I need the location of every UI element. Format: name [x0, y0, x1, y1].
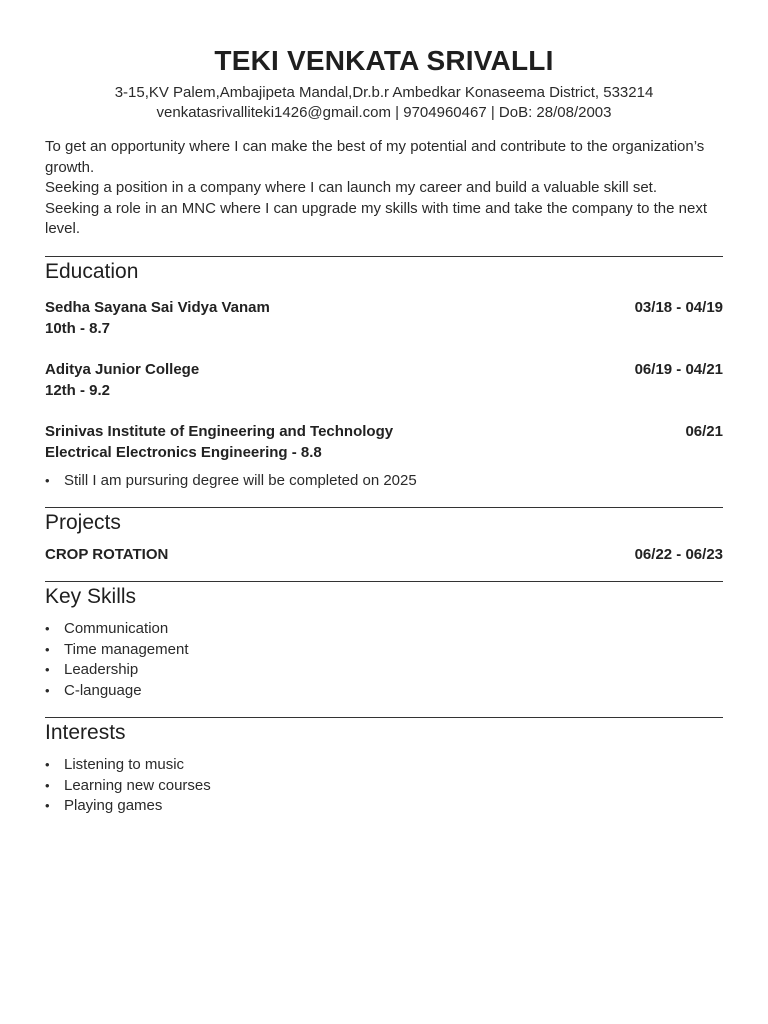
bullet-icon: •	[45, 682, 50, 698]
list-item	[45, 619, 723, 640]
skills-list	[45, 619, 723, 701]
education-detail: Electrical Electronics Engineering - 8.8	[45, 443, 322, 461]
bullet-icon: •	[45, 777, 50, 793]
projects-section	[45, 507, 723, 565]
bullet-icon: •	[45, 757, 50, 772]
project-dates: 06/22 - 06/23	[634, 546, 723, 563]
interests-section	[45, 717, 723, 817]
section-title-projects: Projects	[45, 511, 121, 534]
project-name: CROP ROTATION	[45, 546, 169, 563]
section-title-skills: Key Skills	[45, 585, 137, 608]
objective-section	[45, 137, 723, 240]
list-item	[45, 660, 723, 681]
education-notes	[45, 471, 723, 492]
education-dates: 06/19 - 04/21	[634, 360, 723, 378]
list-item	[45, 640, 723, 661]
education-dates: 03/18 - 04/19	[634, 298, 723, 316]
school-name: Srinivas Institute of Engineering and Technology	[45, 422, 394, 440]
list-item	[45, 471, 723, 492]
interest-item: Learning new courses	[64, 776, 211, 794]
skill-item: Time management	[64, 640, 189, 658]
skills-section	[45, 581, 723, 701]
list-item	[45, 796, 723, 817]
skill-item: Leadership	[64, 661, 139, 678]
bullet-icon: •	[45, 472, 50, 488]
list-item	[45, 755, 723, 776]
objective-line: Seeking a role in an MNC where I can upgrade my skills with time and take the company to the next level.	[45, 199, 707, 237]
education-entry	[45, 297, 723, 339]
education-entry	[45, 421, 723, 463]
section-title-education: Education	[45, 259, 139, 283]
candidate-name: TEKI VENKATA SRIVALLI	[214, 45, 554, 76]
interest-item: Playing games	[64, 797, 163, 814]
objective-line: Seeking a position in a company where I can launch my career and build a valuable skill set.	[45, 179, 658, 196]
section-title-interests: Interests	[45, 721, 126, 744]
bullet-icon: •	[45, 641, 50, 657]
education-section	[45, 256, 723, 492]
interest-item: Listening to music	[64, 756, 185, 773]
skill-item: Communication	[64, 620, 169, 637]
bullet-icon: •	[45, 662, 50, 677]
education-entry	[45, 359, 723, 401]
list-item	[45, 681, 723, 702]
list-item	[45, 776, 723, 797]
address-line: 3-15,KV Palem,Ambajipeta Mandal,Dr.b.r Ambedkar Konaseema District, 533214	[114, 84, 654, 101]
education-detail: 12th - 9.2	[45, 381, 111, 399]
bullet-icon: •	[45, 798, 50, 813]
project-entry	[45, 544, 723, 565]
education-dates: 06/21	[685, 422, 723, 440]
bullet-icon: •	[45, 621, 50, 636]
interests-list	[45, 755, 723, 817]
contact-line: venkatasrivalliteki1426@gmail.com | 9704960467 | DoB: 28/08/2003	[156, 104, 612, 121]
school-name: Aditya Junior College	[45, 360, 200, 378]
education-note: Still I am pursuring degree will be completed on 2025	[64, 471, 417, 489]
objective-line: To get an opportunity where I can make the best of my potential and contribute to the organization’s growth.	[45, 138, 705, 176]
school-name: Sedha Sayana Sai Vidya Vanam	[45, 298, 270, 316]
education-detail: 10th - 8.7	[45, 319, 111, 337]
skill-item: C-language	[64, 681, 142, 699]
